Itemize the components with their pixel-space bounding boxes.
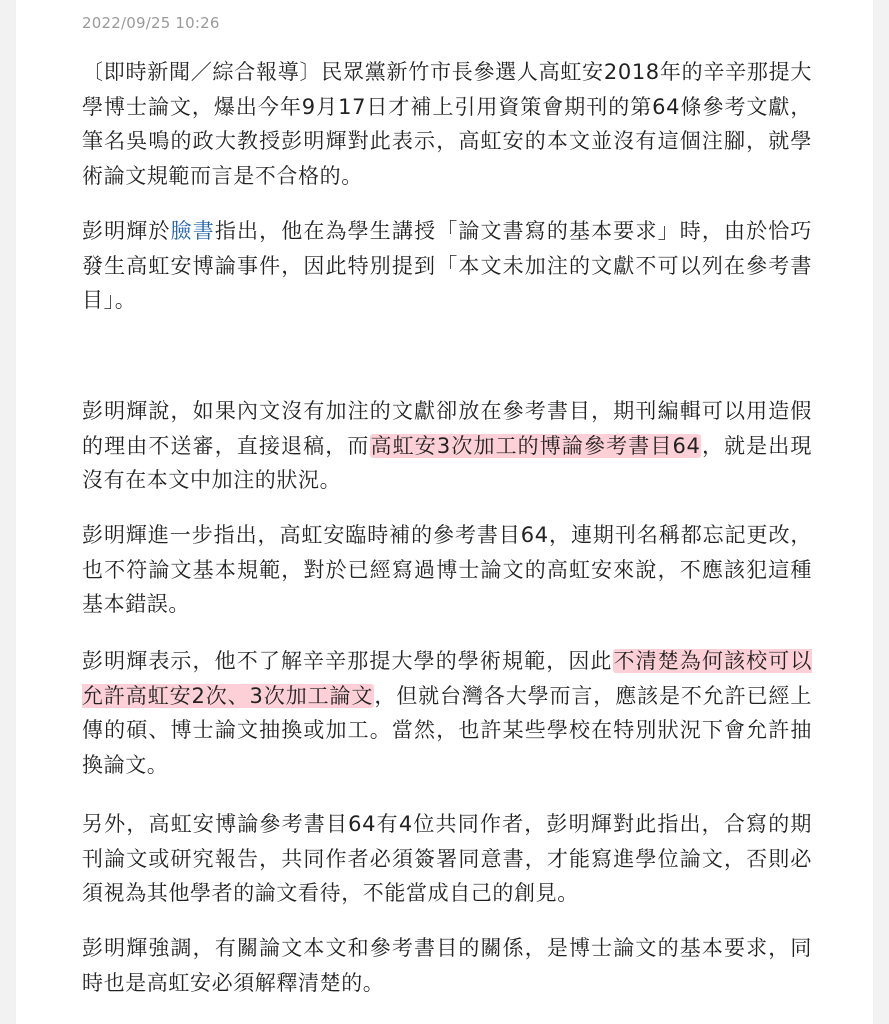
paragraph-text: 彭明輝說，如果內文沒有加注的文獻卻放在參考書目，期刊編輯可以用造假的理由不送審，直接退稿，而 xyxy=(82,399,812,458)
article-paragraph-2 xyxy=(82,214,812,318)
paragraph-text: 彭明輝於 xyxy=(82,219,171,243)
article-paragraph-1 xyxy=(82,55,812,193)
paragraph-text: ，就是出現沒有在本文中加注的狀況。 xyxy=(82,433,812,493)
paragraph-text: 彭明輝表示，他不了解辛辛那提大學的學術規範，因此 xyxy=(82,649,613,673)
paragraph-text: 彭明輝進一步指出，高虹安臨時補的參考書目64，連期刊名稱都忘記更改，也不符論文基本規範，對於已經寫過博士論文的高虹安來說，不應該犯這種基本錯誤。 xyxy=(82,523,812,617)
facebook-link[interactable]: 臉書 xyxy=(170,219,215,243)
article-timestamp: 2022/09/25 10:26 xyxy=(82,14,220,32)
article-paragraph-5 xyxy=(82,644,812,782)
article-paragraph-4 xyxy=(82,518,812,622)
article-paragraph-7 xyxy=(82,931,812,1000)
paragraph-text: 〔即時新聞／綜合報導〕民眾黨新竹市長參選人高虹安2018年的辛辛那提大學博士論文，爆出今年9月17日才補上引用資策會期刊的第64條參考文獻，筆名吳鳴的政大教授彭明輝對此表示，高虹安的本文並沒有這個注腳，就學術論文規範而言是不合格的。 xyxy=(82,60,812,188)
paragraph-text: 彭明輝強調，有關論文本文和參考書目的關係，是博士論文的基本要求，同時也是高虹安必須解釋清楚的。 xyxy=(82,936,812,995)
article-paragraph-6 xyxy=(82,807,812,911)
paragraph-text: ，但就台灣各大學而言，應該是不允許已經上傳的碩、博士論文抽換或加工。當然，也許某些學校在特別狀況下會允許抽換論文。 xyxy=(82,683,812,777)
highlighted-text: 高虹安3次加工的博論參考書目64 xyxy=(370,433,701,458)
article-page xyxy=(16,0,873,1024)
article-paragraph-3 xyxy=(82,394,812,498)
highlighted-text: 不清楚為何該校可以允許高虹安2次、3次加工論文 xyxy=(82,649,812,708)
paragraph-text: 指出，他在為學生講授「論文書寫的基本要求」時，由於恰巧發生高虹安博論事件，因此特別提到「本文未加注的文獻不可以列在參考書目」。 xyxy=(82,219,813,313)
paragraph-text: 另外，高虹安博論參考書目64有4位共同作者，彭明輝對此指出，合寫的期刊論文或研究報告，共同作者必須簽署同意書，才能寫進學位論文，否則必須視為其他學者的論文看待，不能當成自己的創見。 xyxy=(82,812,812,906)
